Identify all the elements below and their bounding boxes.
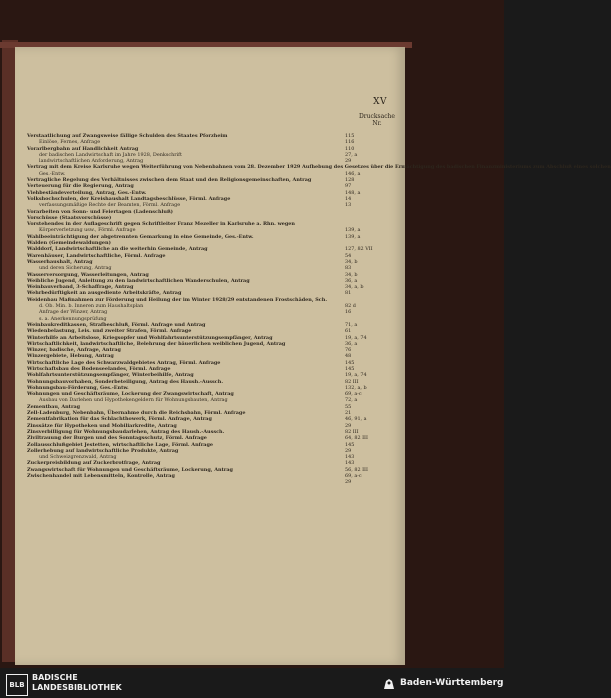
entry-text: Winzergebiete, Hebung, Antrag [27, 353, 114, 360]
entry-text: und Schweizgrenzwald, Antrag [39, 454, 117, 461]
library-name-line1: BADISCHE [32, 673, 78, 682]
entry-ref: 71, a [345, 321, 358, 328]
entry-text: Wehrbedürftigkeit an ausgediente Arbeitskräfte, Antrag [27, 290, 182, 297]
library-name-line2: LANDESBIBLIOTHEK [32, 683, 122, 692]
entry-text: s. a. Anerkennungsprüfung [39, 315, 107, 322]
entry-text: Verteuerung für die Regierung, Antrag [27, 183, 134, 190]
entry-text: der badischen Landwirtschaft im Jahre 1928, Denkschrift [39, 151, 182, 158]
entry-text: Volkshochschulen, der Kreishaushalt Landtagsbeschlüsse, Förml. Anfrage [27, 195, 231, 202]
entry-ref: 29 [345, 422, 352, 429]
entry-ref: 128 [345, 177, 355, 184]
entry-ref: 21 [345, 410, 352, 417]
entry-ref: 36, a [345, 340, 358, 347]
entry-ref: 143 [345, 454, 355, 461]
entry-ref: 76 [345, 347, 352, 354]
entry-text: Ges.-Entw. [39, 170, 66, 177]
entry-ref: 29 [345, 158, 352, 165]
entry-ref: 29 [345, 479, 352, 486]
library-name[interactable] [32, 673, 122, 693]
entry-ref: 34, a, b [345, 284, 364, 291]
entry-ref: 46, 91, a [345, 416, 367, 423]
entry-ref: 69, a-c [345, 391, 362, 398]
entry-text: Zollausschlußgebiet Jestetten, wirtschaftliche Lage, Förml. Anfrage [27, 441, 214, 448]
column-header: Drucksache Nr. [359, 113, 395, 127]
entry-text: Wahlbeeinträchtigung der abgetrennten Gemarkung in eine Gemeinde, Ges.-Entw. [27, 233, 254, 240]
entry-text: Weinbaukreditkassen, Strafbeschluß, Förml. Anfrage und Antrag [27, 321, 206, 328]
entry-ref: 82 III [345, 378, 359, 385]
entry-ref: 132, a, b [345, 384, 367, 391]
entry-text: Wohnungsbauvorhaben, Sonderbeteiligung, Antrag des Haush.-Aussch. [27, 378, 224, 385]
entry-ref: 139, a [345, 227, 361, 234]
entry-ref: 55 [345, 403, 352, 410]
entry-ref: 115 [345, 133, 355, 139]
entry-text: Zinssätze für Hypotheken und Mobiliarkredite, Antrag [27, 422, 177, 429]
entry-text: Walddorf, Landwirtschaftliche an die weiterhin Gemeinde, Antrag [27, 246, 208, 253]
entry-ref: 64, 82 III [345, 435, 368, 442]
entry-text: Wohlfahrtsunterstützungsempfänger, Winterbeihilfe, Antrag [27, 372, 194, 379]
entry-ref: 145 [345, 365, 355, 372]
entry-ref: 148, a [345, 189, 361, 196]
entry-text: Zementbau, Antrag [27, 403, 81, 410]
entry-text: Warenhäuser, Landwirtschaftliche, Förml. Anfrage [27, 252, 166, 259]
entry-ref: 146, a [345, 170, 361, 177]
entry-text: Ausbau von Darlehen und Hypothekengeldern für Wohnungsbauten, Antrag [39, 397, 228, 404]
index-entries [27, 133, 611, 486]
page-number: XV [373, 97, 387, 107]
entry-ref: 13 [345, 202, 352, 209]
entry-ref: 145 [345, 441, 355, 448]
entry-text: Körperverletzung usw., Förml. Anfrage [39, 227, 136, 234]
entry-text: Verstaatlichung auf Zwangsweise fällige Schulden des Staates Pforzheim [27, 133, 228, 139]
entry-ref: 81 [345, 290, 352, 297]
entry-ref: 127, 82 VII [345, 246, 373, 253]
entry-ref: 116 [345, 139, 355, 146]
entry-text: Zollerhebung auf landwirtschaftliche Produkte, Antrag [27, 447, 179, 454]
document-page [15, 47, 611, 665]
entry-ref: 82 d [345, 303, 356, 310]
entry-ref: 56, 82 III [345, 466, 368, 473]
entry-ref: 29 [345, 447, 352, 454]
entry-ref: 48 [345, 353, 352, 360]
entry-ref: 19, a, 74 [345, 372, 367, 379]
entry-text: Zinsverbilligung für Wohnungsbaudarlehen, Antrag des Haush.-Aussch. [27, 428, 225, 435]
entry-text: Ziviltrauung der Burgen und des Sonntagsschutz, Förml. Anfrage [27, 435, 207, 442]
state-name[interactable]: Baden-Württemberg [400, 678, 504, 688]
entry-ref: 145 [345, 359, 355, 366]
entry-text: Wirtschaftlichkeit, landwirtschaftliche, Belehrung der bäuerlichen weiblichen Jugend, Antrag [27, 340, 286, 347]
entry-ref: 69, a-c [345, 473, 362, 480]
bw-lion-icon [382, 677, 396, 691]
entry-text: Vorarbeiten von Sonn- und Feiertagen (Ladenschluß) [27, 208, 173, 215]
entry-text: Einlöse, Fernes, Anfrage [39, 139, 101, 146]
entry-text: Wasserversorgung, Wasserleitungen, Antrag [27, 271, 149, 278]
entry-text: Vorarlbergbahn auf Handlichkeit Antrag [27, 145, 139, 152]
entry-text: Wohnungen und Geschäftsräume, Lockerung der Zwangswirtschaft, Antrag [27, 391, 234, 398]
entry-ref: 139, a [345, 233, 361, 240]
leader-dots [27, 479, 337, 485]
entry-text: Zuckerpreisbildung auf Zuckerbrotfrage, Antrag [27, 460, 161, 467]
entry-ref: 143 [345, 460, 355, 467]
entry-ref: 19, a, 74 [345, 334, 367, 341]
entry-text: Weidenbau Maßnahmen zur Förderung und Heilung der im Winter 1928/29 entstandenen Frostschäden, Sch. [27, 296, 328, 303]
entry-text: Zwangswirtschaft für Wohnungen und Geschäftsräume, Lockerung, Antrag [27, 466, 233, 473]
entry-ref: 34, b [345, 258, 358, 265]
entry-text: verfassungsmäßige Rechte der Beamten, Förml. Anfrage [39, 202, 181, 209]
entry-ref: 97 [345, 183, 352, 190]
entry-text: und deren Sicherung, Antrag [39, 265, 112, 272]
entry-text: Weinbauverband, 3-Schaffrage, Antrag [27, 284, 134, 291]
entry-ref: 54 [345, 252, 352, 259]
entry-text: Anfrage der Winzer, Antrag [39, 309, 108, 316]
entry-ref: 72, a [345, 397, 358, 404]
entry-text: Vertrag mit dem Kreise Karlsruhe wegen Weiterführung von Nebenbahnen vom 28. Dezember 1929 Aufhebung des Gesetzes über die Ermächtigung des badischen Finanzministeriums zum Abschluß eines solchen [27, 164, 611, 171]
entry-text: Zell-Ladenburg, Nebenbahn, Übernahme durch die Reichsbahn, Förml. Anfrage [27, 410, 246, 417]
entry-ref: 82 III [345, 428, 359, 435]
entry-ref: 36, a [345, 277, 358, 284]
entry-text: Vertragliche Regelung des Verhältnisses zwischen dem Staat und den Religionsgemeinschaften, Antrag [27, 177, 312, 184]
entry-text: Zementfabrikation für das Schlachthowerk, Förml. Anfrage, Antrag [27, 416, 212, 423]
entry-text: d. Ob. Min. b. Inneren zum Haushaltsplan [39, 303, 144, 310]
entry-ref: 14 [345, 195, 352, 202]
entry-text: Wasserhaushalt, Antrag [27, 258, 93, 265]
entry-text: Zwischenhandel mit Lebensmitteln, Kontrolle, Antrag [27, 473, 175, 480]
entry-text: Winzer, badische, Anfrage, Antrag [27, 347, 121, 354]
entry-ref: 16 [345, 309, 352, 316]
entry-text: landwirtschaftlichen Anforderung, Antrag [39, 158, 144, 165]
entry-ref: 27, a [345, 151, 358, 158]
entry-text: Winterhilfe an Arbeitslose, Kriegsopfer und Wohlfahrtsunterstützungsempfänger, Antrag [27, 334, 273, 341]
entry-text: Walden (Gemeindewaldungen) [27, 240, 111, 247]
entry-text: Wiedenbelastung, Leis. und zweiter Strafen, Förml. Anfrage [27, 328, 192, 335]
entry-text: Vorstehendes in der Auflageschrift gegen Schriftleiter Franz Mezeller in Karlsruhe a. Rhn. wegen [27, 221, 295, 228]
entry-text: Vorschüsse (Staatsvorschüsse) [27, 214, 112, 221]
entry-text: Wirtschaftliche Lage des Schwarzwaldgebietes Antrag, Förml. Anfrage [27, 359, 221, 366]
entry-ref: 61 [345, 328, 352, 335]
entry-ref: 110 [345, 145, 355, 152]
blb-logo[interactable]: BLB [6, 674, 28, 696]
entry-ref: 83 [345, 265, 352, 272]
entry-text: Weibliche Jugend, Anleitung zu den landwirtschaftlichen Wanderschulen, Antrag [27, 277, 250, 284]
entry-ref: 34, b [345, 271, 358, 278]
entry-text: Wirtschaftsbau des Bodenseelandes, Förml. Anfrage [27, 365, 171, 372]
entry-text: Wohnungsbau-Förderung, Ges.-Entw. [27, 384, 129, 391]
entry-text: Viehbeständeverteilung, Antrag, Ges.-Entw. [27, 189, 147, 196]
index-entry [27, 479, 395, 485]
